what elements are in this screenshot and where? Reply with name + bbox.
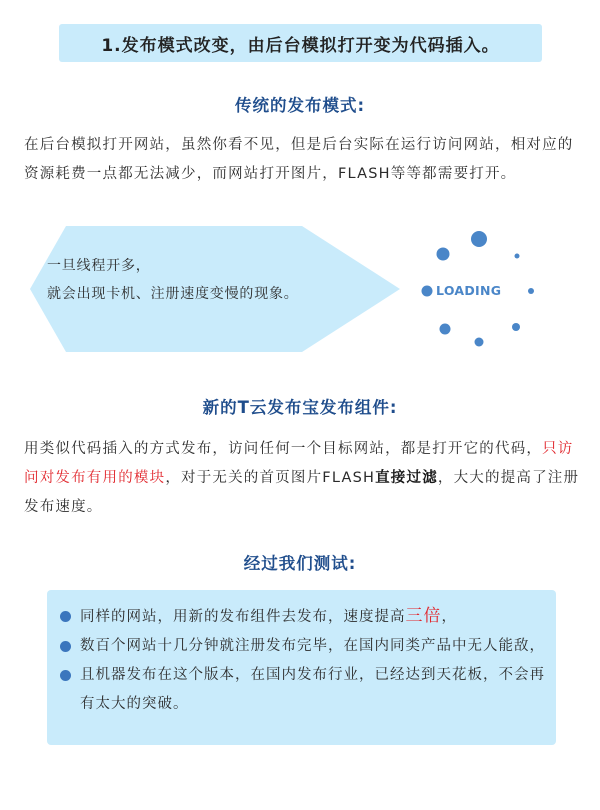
new-component-text-3: ，大大的提高了注册发布速度。 — [24, 470, 580, 515]
section-title: 1.发布模式改变，由后台模拟打开变为代码插入。 — [101, 35, 500, 56]
spinner-dot — [528, 288, 534, 294]
bullet-icon — [60, 670, 71, 681]
test-item-1-text: 同样的网站，用新的发布组件去发布，速度提高 — [80, 609, 406, 625]
spinner-dot — [437, 248, 450, 261]
callout-line-2: 就会出现卡机、注册速度变慢的现象。 — [47, 286, 299, 302]
spinner-dot — [512, 323, 520, 331]
new-component-paragraph — [24, 435, 580, 522]
spinner-dot — [475, 338, 484, 347]
spinner-dot — [422, 286, 433, 297]
callout-line-1: 一旦线程开多， — [47, 258, 151, 274]
traditional-paragraph: 在后台模拟打开网站，虽然你看不见，但是后台实际在运行访问网站，相对应的资源耗费一点都无法减少，而网站打开图片，FLASH等等都需要打开。 — [24, 137, 574, 182]
list-item — [58, 661, 548, 719]
loading-label: LOADING — [436, 283, 502, 298]
spinner-dot — [440, 324, 451, 335]
callout-text — [47, 252, 387, 308]
tests-list — [58, 602, 548, 719]
test-item-1-end: ， — [441, 609, 457, 625]
tests-heading: 经过我们测试: — [243, 554, 357, 573]
new-component-highlight: 只访问对发布有用的模块 — [24, 441, 574, 486]
section-title-banner — [59, 24, 542, 62]
bullet-icon — [60, 611, 71, 622]
list-item — [58, 602, 548, 632]
test-item-1-highlight: 三倍 — [405, 606, 442, 626]
bullet-icon — [60, 641, 71, 652]
new-component-text-1: 用类似代码插入的方式发布，访问任何一个目标网站，都是打开它的代码， — [24, 441, 543, 457]
test-item-2-text: 数百个网站十几分钟就注册发布完毕，在国内同类产品中无人能敌， — [80, 638, 545, 654]
spinner-dot — [471, 231, 487, 247]
new-component-bold: 直接过滤 — [375, 470, 438, 486]
new-component-text-2: ，对于无关的首页图片FLASH — [165, 470, 376, 486]
traditional-heading: 传统的发布模式: — [234, 96, 366, 115]
spinner-dot — [515, 254, 520, 259]
new-component-heading: 新的T云发布宝发布组件: — [202, 398, 398, 417]
list-item — [58, 632, 548, 661]
test-item-3-text: 且机器发布在这个版本，在国内发布行业，已经达到天花板，不会再有太大的突破。 — [80, 667, 545, 712]
